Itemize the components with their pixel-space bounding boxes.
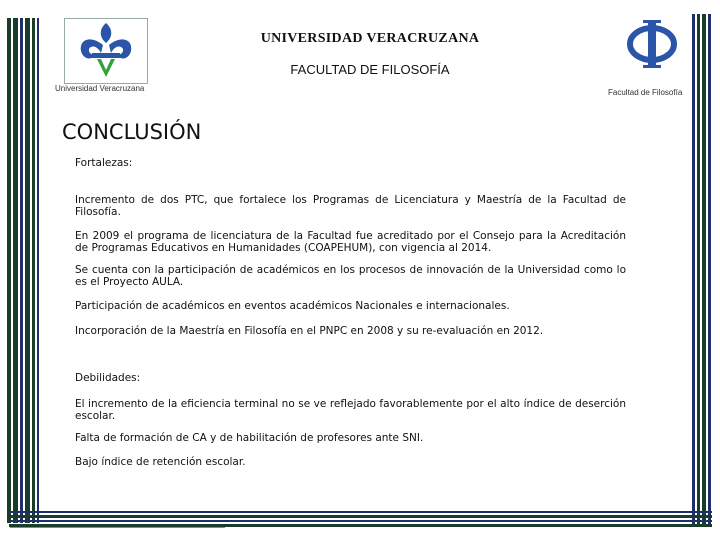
faculty-logo-caption: Facultad de Filosofía — [608, 88, 683, 97]
strength-item: Se cuenta con la participación de académicos en los procesos de innovación de la Universidad como lo es el Proyecto AULA. — [75, 264, 626, 288]
page-title: CONCLUSIÓN — [62, 120, 202, 144]
conclusion-body — [75, 157, 626, 468]
strength-item: Incremento de dos PTC, que fortalece los Programas de Licenciatura y Maestría de la Facultad de Filosofía. — [75, 194, 626, 218]
strengths-label: Fortalezas: — [75, 157, 133, 169]
weakness-item: Bajo índice de retención escolar. — [75, 456, 246, 468]
strength-item: Incorporación de la Maestría en Filosofía en el PNPC en 2008 y su re-evaluación en 2012. — [75, 325, 544, 337]
weaknesses-label: Debilidades: — [75, 372, 141, 384]
faculty-title: FACULTAD DE FILOSOFÍA — [290, 62, 450, 77]
weakness-item: Falta de formación de CA y de habilitación de profesores ante SNI. — [75, 432, 424, 444]
bottom-stripe-decoration — [9, 511, 712, 531]
strength-item: Participación de académicos en eventos académicos Nacionales e internacionales. — [75, 300, 510, 312]
strength-item: En 2009 el programa de licenciatura de la Facultad fue acreditado por el Consejo para la Acreditación de Programas Educativos en Humanidades (COAPEHUM), con vigencia al 2014. — [75, 230, 626, 254]
footer-divider — [10, 527, 225, 528]
weakness-item: El incremento de la eficiencia terminal no se ve reflejado favorablemente por el alto índice de deserción escolar. — [75, 398, 626, 422]
right-stripe-decoration — [692, 14, 712, 527]
university-logo-caption: Universidad Veracruzana — [55, 84, 145, 93]
left-stripe-decoration — [7, 18, 45, 523]
university-title: UNIVERSIDAD VERACRUZANA — [260, 31, 480, 46]
